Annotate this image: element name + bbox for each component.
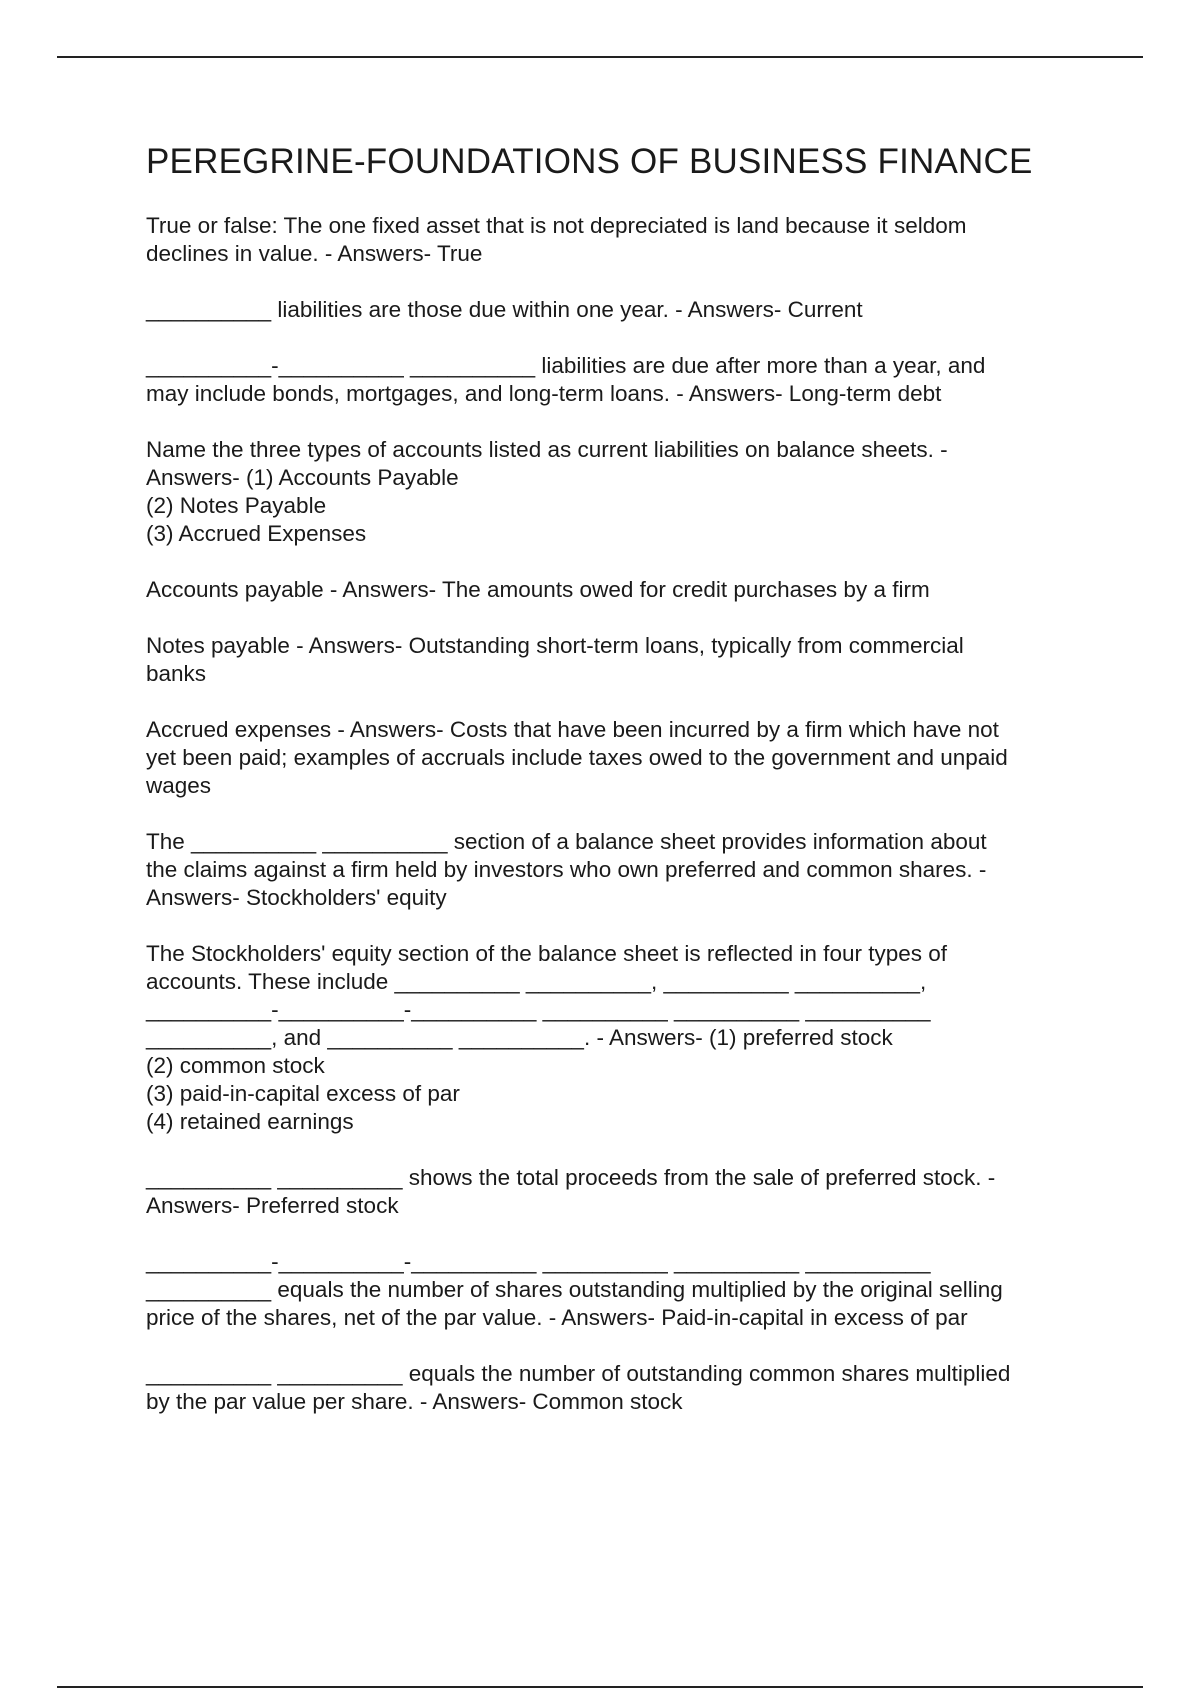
top-divider [57, 56, 1143, 58]
qa-item: Name the three types of accounts listed as current liabilities on balance sheets. - Answers- (1) Accounts Payable (2) Notes Payable (3) Accrued Expenses [146, 437, 948, 546]
qa-item: The __________ __________ section of a balance sheet provides information about the claims against a firm held by investors who own preferred and common shares. - Answers- Stockholders' equity [146, 829, 987, 910]
qa-item: __________ __________ shows the total proceeds from the sale of preferred stock. - Answers- Preferred stock [146, 1165, 996, 1218]
qa-item: __________ liabilities are those due within one year. - Answers- Current [146, 297, 863, 322]
qa-item: __________ __________ equals the number of outstanding common shares multiplied by the par value per share. - Answers- Common stock [146, 1361, 1011, 1414]
qa-item: Accounts payable - Answers- The amounts owed for credit purchases by a firm [146, 577, 930, 602]
bottom-divider [57, 1686, 1143, 1688]
qa-item: __________-__________-__________ __________ __________ __________ __________ equals the number of shares outstanding multiplied by the original selling price of the shares, net of the par value. - Answers- Paid-in-capital in excess of par [146, 1249, 1003, 1330]
document-title: PEREGRINE-FOUNDATIONS OF BUSINESS FINANCE [146, 142, 1033, 181]
qa-item: __________-__________ __________ liabilities are due after more than a year, and may include bonds, mortgages, and long-term loans. - Answers- Long-term debt [146, 353, 986, 406]
qa-item: Notes payable - Answers- Outstanding short-term loans, typically from commercial banks [146, 633, 964, 686]
qa-item: True or false: The one fixed asset that is not depreciated is land because it seldom declines in value. - Answers- True [146, 213, 967, 266]
document-body [146, 140, 1086, 1444]
qa-item: The Stockholders' equity section of the balance sheet is reflected in four types of accounts. These include __________ __________, __________ __________, __________-__________-__________ __________ __________ __________ __________, and __________ __________. - Answers- (1) preferred stock (2) common stock (3) paid-in-capital excess of par (4) retained earnings [146, 941, 948, 1134]
qa-item: Accrued expenses - Answers- Costs that have been incurred by a firm which have not yet been paid; examples of accruals include taxes owed to the government and unpaid wages [146, 717, 1008, 798]
